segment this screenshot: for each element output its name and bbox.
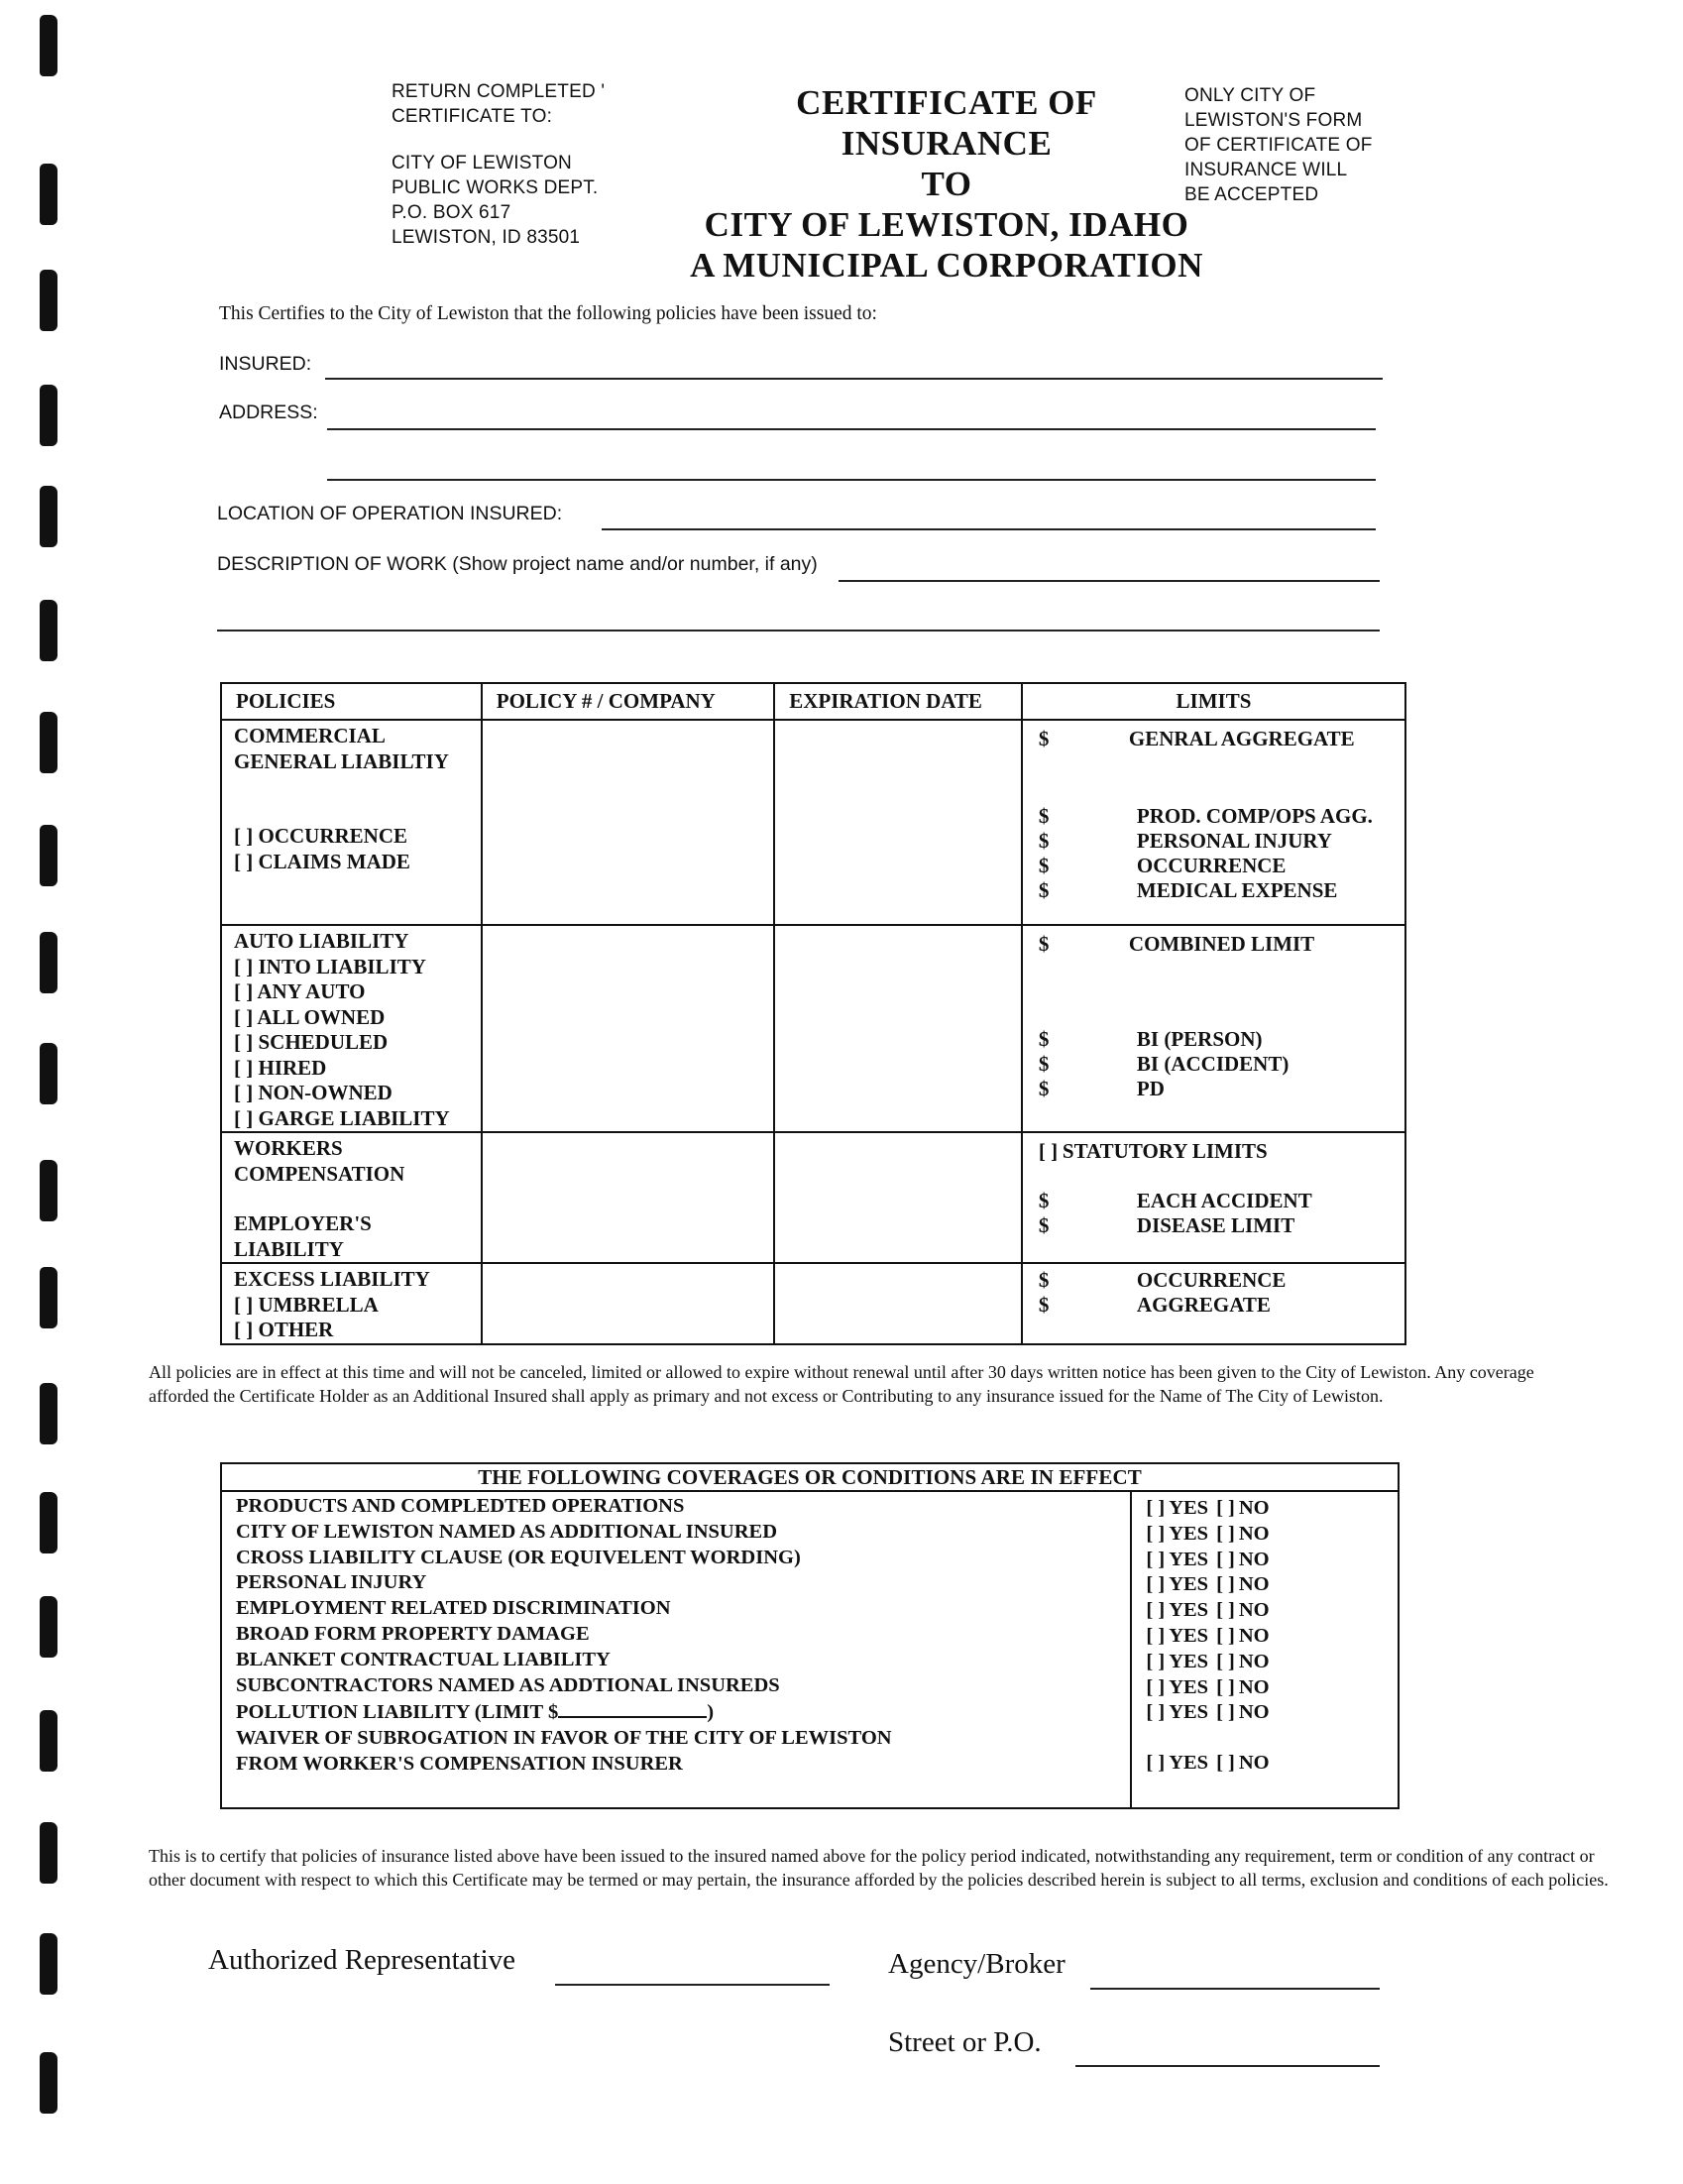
yes-label: YES bbox=[1169, 1701, 1209, 1724]
coverage-items bbox=[221, 1491, 1131, 1808]
coverage-item bbox=[236, 1673, 1130, 1699]
binder-hole-mark bbox=[40, 825, 57, 886]
binder-hole-mark bbox=[40, 1160, 57, 1221]
yes-label: YES bbox=[1169, 1675, 1209, 1698]
policy-line[interactable]: [ ] OCCURRENCE bbox=[234, 824, 407, 848]
policy-line: LIABILITY bbox=[234, 1236, 344, 1261]
yes-label: YES bbox=[1169, 1650, 1209, 1672]
limits-cell-auto-liability[interactable] bbox=[1022, 925, 1405, 1132]
no-label: NO bbox=[1238, 1497, 1270, 1519]
coverage-item-label: PRODUCTS AND COMPLEDTED OPERATIONS bbox=[236, 1495, 685, 1517]
policy-company-input[interactable] bbox=[482, 1132, 774, 1263]
binder-hole-mark bbox=[40, 1267, 57, 1328]
coverage-item-label: PERSONAL INJURY bbox=[236, 1571, 427, 1594]
binder-hole-mark bbox=[40, 712, 57, 773]
no-label: NO bbox=[1238, 1599, 1270, 1622]
table-row bbox=[221, 925, 1405, 1132]
limit-label: AGGREGATE bbox=[1136, 1293, 1271, 1317]
coverage-item-label: WAIVER OF SUBROGATION IN FAVOR OF THE CITY OF LEWISTON bbox=[236, 1727, 892, 1750]
limit-label: BI (ACCIDENT) bbox=[1136, 1052, 1290, 1076]
coverage-item bbox=[236, 1596, 1130, 1622]
notice-line-1: ONLY CITY OF bbox=[1184, 85, 1316, 106]
yes-label: YES bbox=[1169, 1497, 1209, 1519]
limit-label: MEDICAL EXPENSE bbox=[1136, 878, 1338, 902]
no-checkbox[interactable]: [ ] bbox=[1216, 1650, 1235, 1672]
policy-line: WORKERS bbox=[234, 1136, 343, 1160]
policy-line bbox=[234, 799, 481, 824]
coverages-table bbox=[220, 1462, 1400, 1809]
no-checkbox[interactable]: [ ] bbox=[1216, 1701, 1235, 1724]
binder-hole-mark bbox=[40, 1596, 57, 1658]
location-field[interactable] bbox=[602, 528, 1376, 530]
document-title bbox=[654, 82, 1239, 286]
yes-checkbox[interactable]: [ ] bbox=[1146, 1573, 1166, 1596]
coverage-item-label: EMPLOYMENT RELATED DISCRIMINATION bbox=[236, 1597, 671, 1620]
coverage-item-label: BROAD FORM PROPERTY DAMAGE bbox=[236, 1622, 590, 1645]
yes-checkbox[interactable]: [ ] bbox=[1146, 1752, 1166, 1775]
coverages-title: THE FOLLOWING COVERAGES OR CONDITIONS ARE IN EFFECT bbox=[221, 1463, 1399, 1491]
binder-hole-mark bbox=[40, 932, 57, 993]
address-line-3: P.O. BOX 617 bbox=[392, 202, 511, 223]
policy-line[interactable]: [ ] UMBRELLA bbox=[234, 1292, 379, 1317]
policy-line[interactable]: [ ] NON-OWNED bbox=[234, 1081, 393, 1104]
dollar-field[interactable]: $ bbox=[1038, 1077, 1050, 1100]
dollar-field[interactable]: $ bbox=[1038, 1268, 1050, 1292]
binder-hole-mark bbox=[40, 385, 57, 446]
title-line-1: CERTIFICATE OF bbox=[796, 83, 1097, 122]
coverage-item bbox=[236, 1546, 1130, 1571]
checkbox[interactable]: [ ] bbox=[1038, 1139, 1059, 1163]
expiration-date-input[interactable] bbox=[774, 720, 1022, 925]
binder-hole-mark bbox=[40, 1492, 57, 1553]
dollar-field[interactable]: $ bbox=[1038, 1293, 1050, 1317]
limit-label: PERSONAL INJURY bbox=[1136, 829, 1332, 853]
no-checkbox[interactable]: [ ] bbox=[1216, 1599, 1235, 1622]
yes-label: YES bbox=[1169, 1548, 1209, 1570]
street-po-field[interactable] bbox=[1075, 2065, 1380, 2067]
policy-line: EXCESS LIABILITY bbox=[234, 1267, 430, 1291]
address-line-1: CITY OF LEWISTON bbox=[392, 153, 572, 173]
return-to-line-1: RETURN COMPLETED ' bbox=[392, 81, 606, 102]
header-policies: POLICIES bbox=[221, 683, 482, 720]
yes-checkbox[interactable]: [ ] bbox=[1146, 1675, 1166, 1698]
coverage-item bbox=[236, 1726, 1130, 1752]
title-line-2: INSURANCE bbox=[841, 124, 1053, 163]
policy-line[interactable]: [ ] GARGE LIABILITY bbox=[234, 1105, 450, 1130]
notice-line-3: OF CERTIFICATE OF bbox=[1184, 135, 1373, 156]
coverage-item-label: CROSS LIABILITY CLAUSE (OR EQUIVELENT WORDING) bbox=[236, 1546, 801, 1568]
limits-cell-workers-comp[interactable] bbox=[1022, 1132, 1405, 1263]
coverage-item-label: BLANKET CONTRACTUAL LIABILITY bbox=[236, 1648, 611, 1670]
notice-paragraph: All policies are in effect at this time and will not be canceled, limited or allowed to expire without renewal until after 30 days written notice has been given to the City of Lewiston. Any coverage afforded the Certificate Holder as an Additional Insured shall apply as primary and not excess or Contributing to any insurance issued for the Name of The City of Lewiston. bbox=[149, 1362, 1534, 1406]
binder-hole-mark bbox=[40, 1710, 57, 1772]
no-label: NO bbox=[1238, 1624, 1270, 1647]
no-label: NO bbox=[1238, 1573, 1270, 1596]
limit-label: OCCURRENCE bbox=[1136, 1268, 1287, 1292]
authorized-representative-label: Authorized Representative bbox=[208, 1944, 516, 1976]
yes-no-row bbox=[1146, 1650, 1398, 1675]
yes-label: YES bbox=[1169, 1599, 1209, 1622]
policy-cell-auto-liability bbox=[221, 925, 482, 1132]
policy-line[interactable]: [ ] ANY AUTO bbox=[234, 979, 366, 1003]
dollar-field[interactable]: $ bbox=[1038, 854, 1050, 877]
binder-hole-mark bbox=[40, 1933, 57, 1995]
certify-paragraph: This is to certify that policies of insurance listed above have been issued to the insured named above for the policy period indicated, notwithstanding any requirement, term or condition of any contract or other document with respect to which this Certificate may be termed or may pertain, the insurance afforded by the policies described herein is subject to all terms, exclusion and conditions of each policies. bbox=[149, 1846, 1609, 1890]
limit-label: PD bbox=[1136, 1077, 1165, 1100]
binder-hole-mark bbox=[40, 1043, 57, 1104]
coverage-item bbox=[236, 1752, 1130, 1778]
dollar-field[interactable]: $ bbox=[1038, 878, 1050, 902]
insured-field[interactable] bbox=[325, 378, 1383, 380]
policy-line: COMMERCIAL bbox=[234, 724, 386, 747]
yes-checkbox[interactable]: [ ] bbox=[1146, 1497, 1166, 1519]
policy-line[interactable]: [ ] OTHER bbox=[234, 1318, 334, 1341]
title-line-5: A MUNICIPAL CORPORATION bbox=[690, 246, 1203, 285]
limits-cell-excess-liability[interactable] bbox=[1022, 1263, 1405, 1344]
expiration-date-input[interactable] bbox=[774, 925, 1022, 1132]
policy-line: GENERAL LIABILTIY bbox=[234, 748, 449, 773]
no-checkbox[interactable]: [ ] bbox=[1216, 1548, 1235, 1570]
form-notice bbox=[1184, 83, 1373, 207]
yes-no-row bbox=[1146, 1624, 1398, 1650]
table-row bbox=[221, 720, 1405, 925]
yes-checkbox[interactable]: [ ] bbox=[1146, 1650, 1166, 1672]
policy-line: AUTO LIABILITY bbox=[234, 929, 409, 953]
yes-label: YES bbox=[1169, 1522, 1209, 1545]
policies-header-row bbox=[221, 683, 1405, 720]
coverage-answers bbox=[1131, 1491, 1399, 1808]
coverage-item-label: SUBCONTRACTORS NAMED AS ADDTIONAL INSUREDS bbox=[236, 1673, 780, 1696]
binder-hole-mark bbox=[40, 1383, 57, 1444]
agency-broker-label: Agency/Broker bbox=[888, 1948, 1066, 1980]
no-label: NO bbox=[1238, 1675, 1270, 1698]
policy-company-input[interactable] bbox=[482, 1263, 774, 1344]
description-field-line-2[interactable] bbox=[217, 630, 1380, 632]
pollution-close-paren: ) bbox=[707, 1701, 715, 1724]
limit-label: OCCURRENCE bbox=[1136, 854, 1287, 877]
limit-label: GENRAL AGGREGATE bbox=[1128, 727, 1355, 750]
coverage-item-label: CITY OF LEWISTON NAMED AS ADDITIONAL INSURED bbox=[236, 1520, 778, 1543]
coverage-item-label: POLLUTION LIABILITY (LIMIT $ bbox=[236, 1701, 559, 1724]
expiration-date-input[interactable] bbox=[774, 1132, 1022, 1263]
no-checkbox[interactable]: [ ] bbox=[1216, 1573, 1235, 1596]
policy-line bbox=[234, 1187, 481, 1211]
agency-broker-field[interactable] bbox=[1090, 1988, 1380, 1990]
coverage-item bbox=[236, 1570, 1130, 1596]
limit-label: EACH ACCIDENT bbox=[1136, 1189, 1312, 1212]
intro-text: This Certifies to the City of Lewiston that the following policies have been issued to: bbox=[219, 303, 877, 324]
coverage-item bbox=[236, 1698, 1130, 1726]
table-row bbox=[221, 1132, 1405, 1263]
policy-line[interactable]: [ ] SCHEDULED bbox=[234, 1030, 389, 1054]
policy-cell-general-liability bbox=[221, 720, 482, 925]
notice-line-4: INSURANCE WILL bbox=[1184, 160, 1348, 180]
header-expiration-date: EXPIRATION DATE bbox=[774, 683, 1022, 720]
yes-no-row bbox=[1146, 1751, 1398, 1777]
yes-no-row bbox=[1146, 1572, 1398, 1598]
binder-hole-mark bbox=[40, 15, 57, 76]
yes-label: YES bbox=[1169, 1624, 1209, 1647]
policy-line[interactable]: [ ] HIRED bbox=[234, 1055, 327, 1080]
policy-company-input[interactable] bbox=[482, 720, 774, 925]
dollar-field[interactable]: $ bbox=[1038, 727, 1050, 750]
dollar-field[interactable]: $ bbox=[1038, 1213, 1050, 1237]
limit-label: STATUTORY LIMITS bbox=[1062, 1139, 1268, 1163]
header-policy-company: POLICY # / COMPANY bbox=[482, 683, 774, 720]
dollar-field[interactable]: $ bbox=[1038, 829, 1050, 853]
yes-no-row bbox=[1146, 1522, 1398, 1548]
yes-no-row bbox=[1146, 1675, 1398, 1701]
street-po-label: Street or P.O. bbox=[888, 2026, 1042, 2058]
no-label: NO bbox=[1238, 1752, 1270, 1775]
no-label: NO bbox=[1238, 1548, 1270, 1570]
policy-line bbox=[234, 774, 481, 799]
address-line-2: PUBLIC WORKS DEPT. bbox=[392, 177, 599, 198]
limit-label: COMBINED LIMIT bbox=[1128, 932, 1315, 956]
policies-table bbox=[220, 682, 1406, 1345]
limits-cell-general-liability[interactable] bbox=[1022, 720, 1405, 925]
dollar-field[interactable]: $ bbox=[1038, 1027, 1050, 1051]
binder-hole-mark bbox=[40, 2052, 57, 2114]
coverage-item-label: FROM WORKER'S COMPENSATION INSURER bbox=[236, 1752, 683, 1775]
insured-label: INSURED: bbox=[219, 353, 312, 375]
policy-line: EMPLOYER'S bbox=[234, 1211, 372, 1235]
no-checkbox[interactable]: [ ] bbox=[1216, 1675, 1235, 1698]
policy-company-input[interactable] bbox=[482, 925, 774, 1132]
no-checkbox[interactable]: [ ] bbox=[1216, 1522, 1235, 1545]
notice-line-2: LEWISTON'S FORM bbox=[1184, 110, 1363, 131]
limit-label: DISEASE LIMIT bbox=[1136, 1213, 1295, 1237]
coverage-item bbox=[236, 1520, 1130, 1546]
no-checkbox[interactable]: [ ] bbox=[1216, 1752, 1235, 1775]
pollution-limit-field[interactable] bbox=[558, 1698, 707, 1718]
yes-no-row bbox=[1146, 1598, 1398, 1624]
policy-line: COMPENSATION bbox=[234, 1161, 405, 1186]
description-field-line-1[interactable] bbox=[839, 580, 1380, 582]
yes-checkbox[interactable]: [ ] bbox=[1146, 1599, 1166, 1622]
yes-checkbox[interactable]: [ ] bbox=[1146, 1624, 1166, 1647]
notice-line-5: BE ACCEPTED bbox=[1184, 184, 1319, 205]
title-line-4: CITY OF LEWISTON, IDAHO bbox=[704, 205, 1189, 244]
location-label: LOCATION OF OPERATION INSURED: bbox=[217, 503, 563, 524]
no-checkbox[interactable]: [ ] bbox=[1216, 1497, 1235, 1519]
dollar-field[interactable]: $ bbox=[1038, 1189, 1050, 1212]
policy-line[interactable]: [ ] CLAIMS MADE bbox=[234, 849, 410, 873]
dollar-field[interactable]: $ bbox=[1038, 932, 1050, 956]
binder-hole-mark bbox=[40, 1822, 57, 1884]
header-limits: LIMITS bbox=[1022, 683, 1405, 720]
table-row bbox=[221, 1263, 1405, 1344]
policy-cell-excess-liability bbox=[221, 1263, 482, 1344]
binder-hole-mark bbox=[40, 486, 57, 547]
coverage-item bbox=[236, 1648, 1130, 1673]
authorized-representative-field[interactable] bbox=[555, 1984, 830, 1986]
limit-label: PROD. COMP/OPS AGG. bbox=[1136, 804, 1373, 828]
dollar-field[interactable]: $ bbox=[1038, 1052, 1050, 1076]
no-label: NO bbox=[1238, 1650, 1270, 1672]
policy-cell-workers-comp bbox=[221, 1132, 482, 1263]
address-line-4: LEWISTON, ID 83501 bbox=[392, 227, 581, 248]
coverage-item bbox=[236, 1622, 1130, 1648]
yes-no-row bbox=[1146, 1548, 1398, 1573]
return-to-block bbox=[392, 79, 605, 250]
description-label: DESCRIPTION OF WORK (Show project name and/or number, if any) bbox=[217, 553, 818, 575]
address-field-line-1[interactable] bbox=[327, 428, 1376, 430]
expiration-date-input[interactable] bbox=[774, 1263, 1022, 1344]
policy-line[interactable]: [ ] ALL OWNED bbox=[234, 1004, 386, 1029]
binder-hole-mark bbox=[40, 164, 57, 225]
no-label: NO bbox=[1238, 1522, 1270, 1545]
yes-checkbox[interactable]: [ ] bbox=[1146, 1548, 1166, 1570]
title-line-3: TO bbox=[921, 165, 972, 203]
address-label: ADDRESS: bbox=[219, 402, 318, 423]
return-to-line-2: CERTIFICATE TO: bbox=[392, 106, 553, 127]
yes-no-row bbox=[1146, 1496, 1398, 1522]
no-label: NO bbox=[1238, 1701, 1270, 1724]
limit-label: BI (PERSON) bbox=[1136, 1027, 1263, 1051]
coverage-item bbox=[236, 1494, 1130, 1520]
binder-hole-mark bbox=[40, 270, 57, 331]
no-checkbox[interactable]: [ ] bbox=[1216, 1624, 1235, 1647]
yes-label: YES bbox=[1169, 1752, 1209, 1775]
yes-label: YES bbox=[1169, 1573, 1209, 1596]
yes-checkbox[interactable]: [ ] bbox=[1146, 1522, 1166, 1545]
yes-no-row bbox=[1146, 1700, 1398, 1726]
yes-checkbox[interactable]: [ ] bbox=[1146, 1701, 1166, 1724]
address-field-line-2[interactable] bbox=[327, 479, 1376, 481]
binder-hole-mark bbox=[40, 600, 57, 661]
policy-line[interactable]: [ ] INTO LIABILITY bbox=[234, 954, 426, 978]
dollar-field[interactable]: $ bbox=[1038, 804, 1050, 828]
